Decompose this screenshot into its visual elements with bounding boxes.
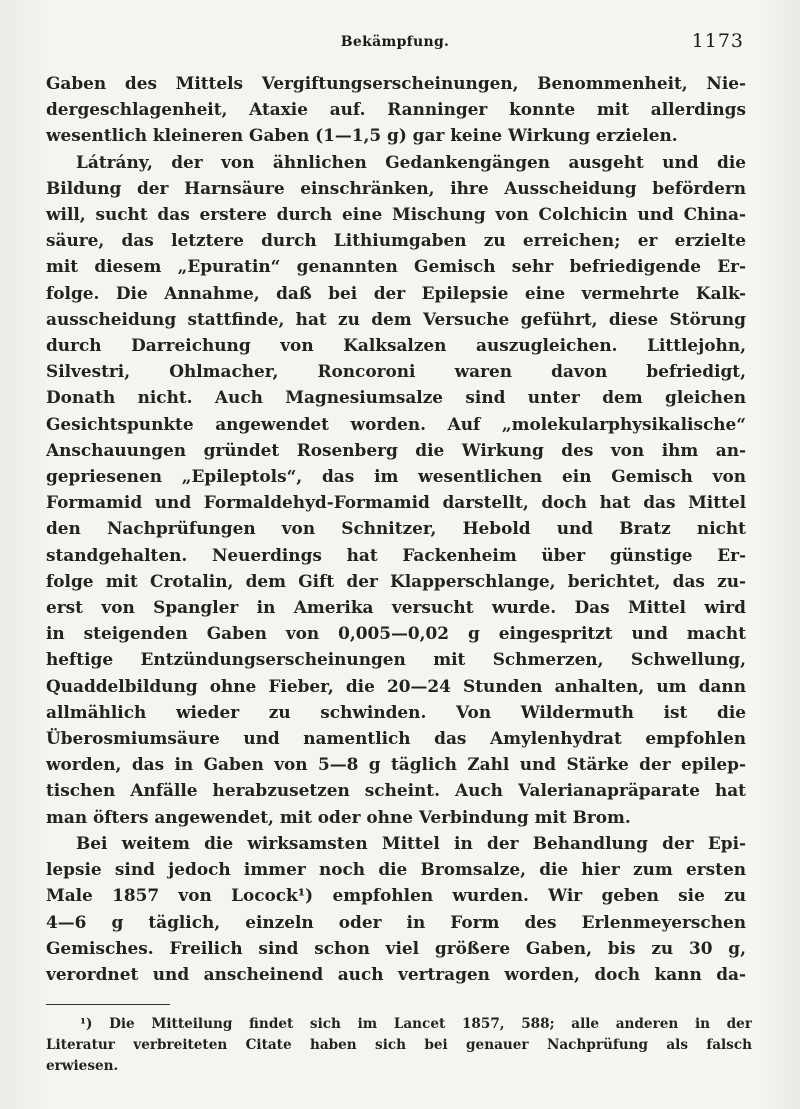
text-line: Látrány, der von ähnlichen Gedankengängen ausgeht und die: [76, 151, 746, 172]
text-line: tischen Anfälle herabzusetzen scheint. Auch Valerianapräparate hat: [46, 780, 746, 801]
text-line: Bildung der Harnsäure einschränken, ihre Ausscheidung befördern: [46, 177, 746, 198]
text-line: ausscheidung stattfinde, hat zu dem Versuche geführt, diese Störung: [46, 308, 746, 329]
text-line: will, sucht das erstere durch eine Mischung von Colchicin und China-: [46, 204, 746, 225]
text-line: Bei weitem die wirksamsten Mittel in der Behandlung der Epi-: [76, 832, 746, 853]
text-line: man öfters angewendet, mit oder ohne Verbindung mit Brom.: [46, 806, 631, 827]
text-line: erst von Spangler in Amerika versucht wurde. Das Mittel wird: [46, 597, 746, 618]
text-line: verordnet und anscheinend auch vertragen worden, doch kann da-: [46, 963, 746, 984]
text-line: dergeschlagenheit, Ataxie auf. Ranninger konnte mit allerdings: [46, 99, 746, 120]
footnote-rule: [46, 1004, 170, 1005]
text-line: säure, das letztere durch Lithiumgaben zu erreichen; er erzielte: [46, 230, 746, 251]
text-line: Formamid und Formaldehyd-Formamid darstellt, doch hat das Mittel: [46, 492, 746, 513]
text-line: Überosmiumsäure und namentlich das Amylenhydrat empfohlen: [46, 728, 746, 749]
text-line: lepsie sind jedoch immer noch die Bromsalze, die hier zum ersten: [46, 859, 746, 880]
text-line: wesentlich kleineren Gaben (1—1,5 g) gar keine Wirkung erzielen.: [46, 125, 678, 146]
text-line: durch Darreichung von Kalksalzen auszugleichen. Littlejohn,: [46, 335, 746, 356]
text-line: 4—6 g täglich, einzeln oder in Form des Erlenmeyerschen: [46, 911, 746, 932]
text-line: den Nachprüfungen von Schnitzer, Hebold und Bratz nicht: [46, 518, 746, 539]
page-number: 1173: [691, 30, 744, 52]
text-line: folge. Die Annahme, daß bei der Epilepsie eine vermehrte Kalk-: [46, 282, 746, 303]
text-line: Donath nicht. Auch Magnesiumsalze sind unter dem gleichen: [46, 387, 746, 408]
text-line: Gemisches. Freilich sind schon viel größere Gaben, bis zu 30 g,: [46, 937, 746, 958]
text-line: heftige Entzündungserscheinungen mit Schmerzen, Schwellung,: [46, 649, 746, 670]
text-line: in steigenden Gaben von 0,005—0,02 g eingespritzt und macht: [46, 623, 746, 644]
running-title: Bekämpfung.: [340, 34, 450, 50]
text-line: Gaben des Mittels Vergiftungserscheinungen, Benommenheit, Nie-: [46, 73, 746, 93]
text-line: Silvestri, Ohlmacher, Roncoroni waren davon befriedigt,: [46, 361, 746, 382]
text-line: worden, das in Gaben von 5—8 g täglich Zahl und Stärke der epilep-: [46, 754, 746, 775]
text-line: mit diesem „Epuratin“ genannten Gemisch sehr befriedigende Er-: [46, 256, 746, 277]
body-text: [46, 70, 746, 987]
text-line: Male 1857 von Locock¹) empfohlen wurden. Wir geben sie zu: [46, 885, 746, 906]
text-line: standgehalten. Neuerdings hat Fackenheim über günstige Er-: [46, 544, 746, 565]
text-line: Anschauungen gründet Rosenberg die Wirkung des von ihm an-: [46, 439, 746, 460]
text-line: Quaddelbildung ohne Fieber, die 20—24 Stunden anhalten, um dann: [46, 675, 746, 696]
text-line: gepriesenen „Epileptols“, das im wesentlichen ein Gemisch von: [46, 466, 746, 487]
text-line: folge mit Crotalin, dem Gift der Klapperschlange, berichtet, das zu-: [46, 570, 746, 591]
text-line: allmählich wieder zu schwinden. Von Wildermuth ist die: [46, 701, 746, 722]
footnote-line: erwiesen.: [46, 1058, 119, 1074]
page-header: [46, 30, 744, 58]
footnote-line: ¹) Die Mitteilung findet sich im Lancet 1857, 588; alle anderen in der: [80, 1016, 752, 1032]
text-line: Gesichtspunkte angewendet worden. Auf „molekularphysikalische“: [46, 413, 746, 434]
footnote-line: Literatur verbreiteten Citate haben sich bei genauer Nachprüfung als falsch: [46, 1037, 752, 1053]
footnote: [46, 1014, 752, 1077]
